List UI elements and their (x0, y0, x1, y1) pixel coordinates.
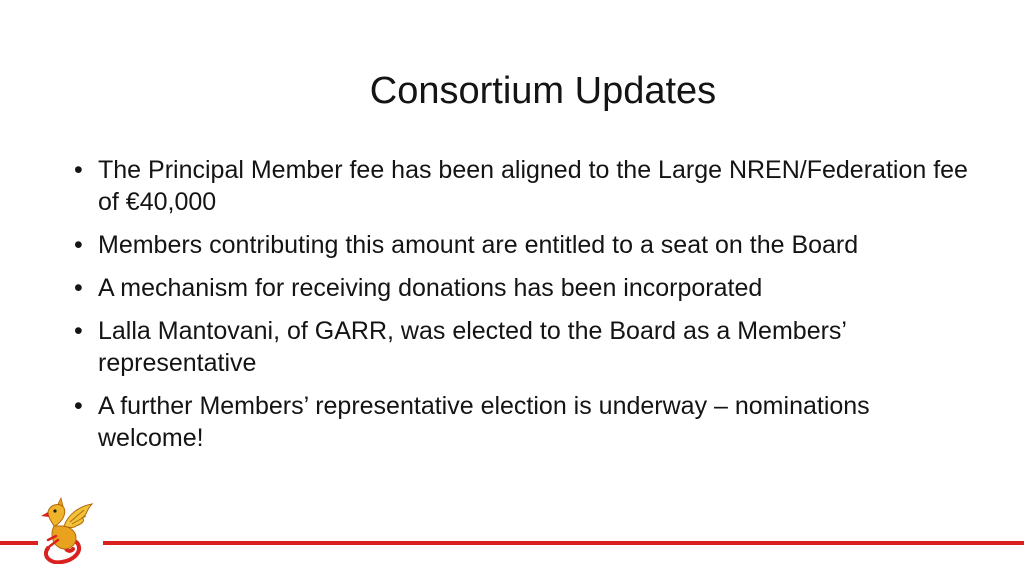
bullet-text: Lalla Mantovani, of GARR, was elected to the Board as a Members’ representative (98, 317, 847, 377)
bullet-dot: • (74, 274, 83, 302)
bullet-dot: • (74, 231, 83, 259)
bullet-dot: • (74, 392, 83, 420)
bullet-text: A mechanism for receiving donations has been incorporated (98, 274, 763, 302)
footer-rule-right (103, 541, 1024, 545)
bullet-item (74, 229, 974, 261)
bullet-item (74, 154, 974, 218)
slide-title: Consortium Updates (369, 70, 717, 112)
footer-rule-left (0, 541, 38, 545)
bullet-item (74, 315, 974, 379)
griffin-logo-icon (38, 496, 96, 564)
griffin-logo-svg (38, 496, 96, 564)
bullet-text: Members contributing this amount are entitled to a seat on the Board (98, 231, 859, 259)
bullet-item (74, 272, 974, 304)
bullet-text: A further Members’ representative election is underway – nominations welcome! (98, 392, 870, 452)
bullet-text: The Principal Member fee has been aligned to the Large NREN/Federation fee of €40,000 (98, 156, 968, 216)
bullet-dot: • (74, 156, 83, 184)
bullet-list (74, 154, 974, 465)
bullet-dot: • (74, 317, 83, 345)
bullet-item (74, 390, 974, 454)
